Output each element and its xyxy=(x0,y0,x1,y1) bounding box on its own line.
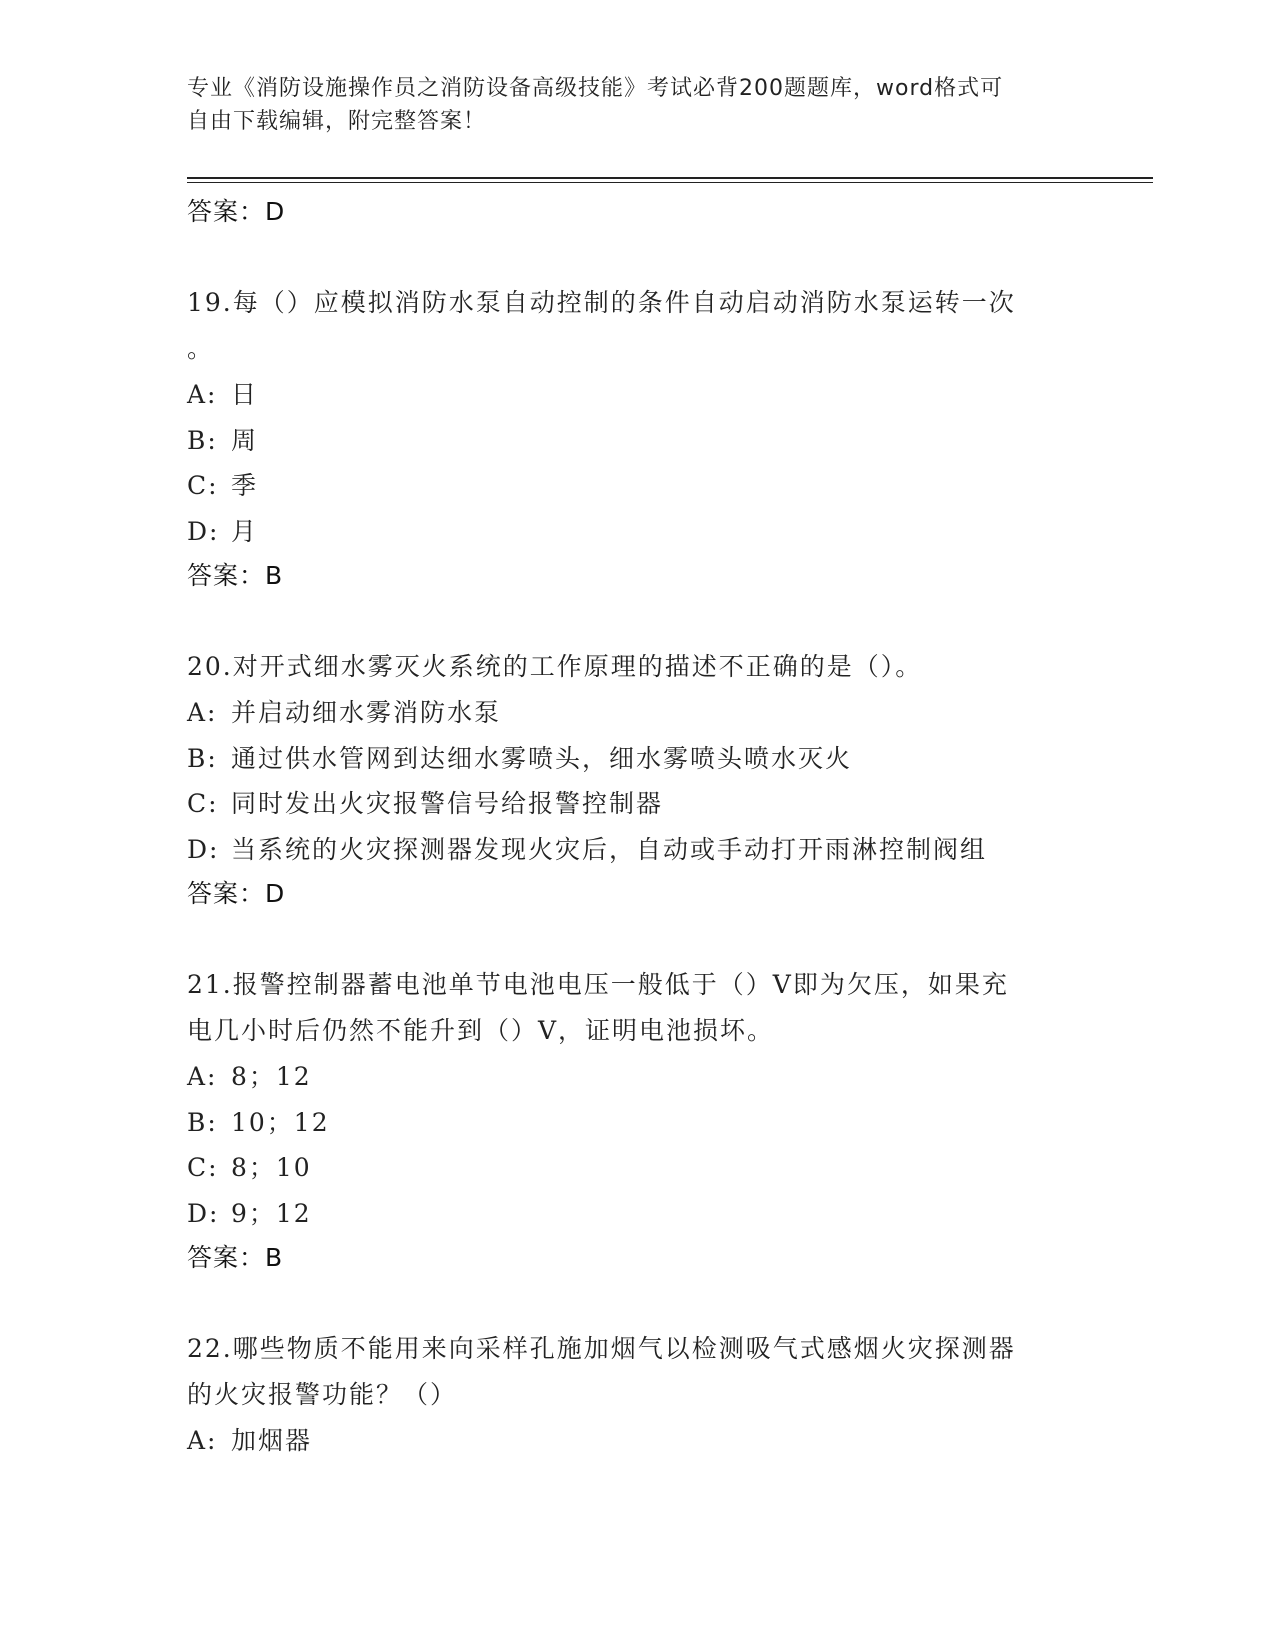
header-divider xyxy=(187,177,1153,183)
option-key: A: xyxy=(187,380,218,409)
question-block-21 xyxy=(187,962,1087,1280)
answer-21: 答案：B xyxy=(187,1243,284,1272)
question-19-option-a xyxy=(187,372,1087,418)
option-text: 8；12 xyxy=(231,1062,312,1091)
question-21-option-d xyxy=(187,1191,1087,1237)
option-text: 季 xyxy=(231,471,259,500)
header-line-2: 自由下载编辑，附完整答案！ xyxy=(187,109,487,134)
option-text: 同时发出火灾报警信号给报警控制器 xyxy=(231,789,664,818)
spacer xyxy=(187,598,1087,644)
question-20-option-a xyxy=(187,690,1087,736)
option-key: C: xyxy=(187,789,219,818)
option-text: 月 xyxy=(231,516,259,546)
question-21-option-a xyxy=(187,1054,1087,1100)
option-text: 加烟器 xyxy=(231,1426,313,1455)
option-key: D: xyxy=(187,516,220,546)
question-block-22 xyxy=(187,1326,1087,1464)
question-20-option-c xyxy=(187,781,1087,827)
answer-18: 答案：D xyxy=(187,197,286,226)
option-key: D: xyxy=(187,1198,220,1228)
option-text: 9；12 xyxy=(231,1198,312,1228)
question-20-option-b xyxy=(187,736,1087,782)
option-key: C: xyxy=(187,1153,219,1182)
option-text: 8；10 xyxy=(231,1153,312,1182)
question-19-line-2: 。 xyxy=(187,334,215,363)
question-20-line-1: 20.对开式细水雾灭火系统的工作原理的描述不正确的是（）。 xyxy=(187,652,923,681)
question-19-option-c xyxy=(187,463,1087,509)
answer-19: 答案：B xyxy=(187,561,284,590)
option-key: A: xyxy=(187,698,218,727)
document-body xyxy=(187,190,1087,1464)
question-20-option-d xyxy=(187,827,1087,873)
question-21-option-c xyxy=(187,1145,1087,1191)
question-21-option-b xyxy=(187,1100,1087,1146)
option-key: B: xyxy=(187,425,218,455)
header-line-1: 专业《消防设施操作员之消防设备高级技能》考试必背200题题库，word格式可 xyxy=(187,76,1004,101)
option-text: 当系统的火灾探测器发现火灾后，自动或手动打开雨淋控制阀组 xyxy=(231,834,988,864)
question-22-option-a xyxy=(187,1418,1087,1464)
question-21-line-1: 21.报警控制器蓄电池单节电池电压一般低于（）V即为欠压，如果充 xyxy=(187,970,1009,999)
option-key: B: xyxy=(187,743,218,773)
option-key: C: xyxy=(187,471,219,500)
option-text: 日 xyxy=(231,380,259,409)
question-21-line-2: 电几小时后仍然不能升到（）V，证明电池损坏。 xyxy=(187,1016,775,1045)
question-19-line-1: 19.每（）应模拟消防水泵自动控制的条件自动启动消防水泵运转一次 xyxy=(187,288,1016,317)
option-text: 周 xyxy=(231,425,259,455)
spacer xyxy=(187,1280,1087,1326)
option-key: A: xyxy=(187,1062,218,1091)
question-19-option-b xyxy=(187,418,1087,464)
page-header xyxy=(187,72,1067,138)
answer-20: 答案：D xyxy=(187,879,286,908)
question-19-text xyxy=(187,280,1087,372)
option-key: A: xyxy=(187,1426,218,1455)
question-22-line-1: 22.哪些物质不能用来向采样孔施加烟气以检测吸气式感烟火灾探测器 xyxy=(187,1334,1016,1363)
option-text: 并启动细水雾消防水泵 xyxy=(231,698,502,727)
spacer xyxy=(187,916,1087,962)
question-block-19 xyxy=(187,280,1087,598)
option-text: 通过供水管网到达细水雾喷头，细水雾喷头喷水灭火 xyxy=(231,743,853,773)
option-key: D: xyxy=(187,834,220,864)
question-22-line-2: 的火灾报警功能？（） xyxy=(187,1380,458,1409)
option-text: 10；12 xyxy=(231,1107,330,1137)
question-21-text xyxy=(187,962,1087,1054)
question-20-text xyxy=(187,644,1087,690)
question-19-option-d xyxy=(187,509,1087,555)
question-22-text xyxy=(187,1326,1087,1418)
option-key: B: xyxy=(187,1107,218,1137)
question-block-20 xyxy=(187,644,1087,916)
spacer xyxy=(187,234,1087,280)
